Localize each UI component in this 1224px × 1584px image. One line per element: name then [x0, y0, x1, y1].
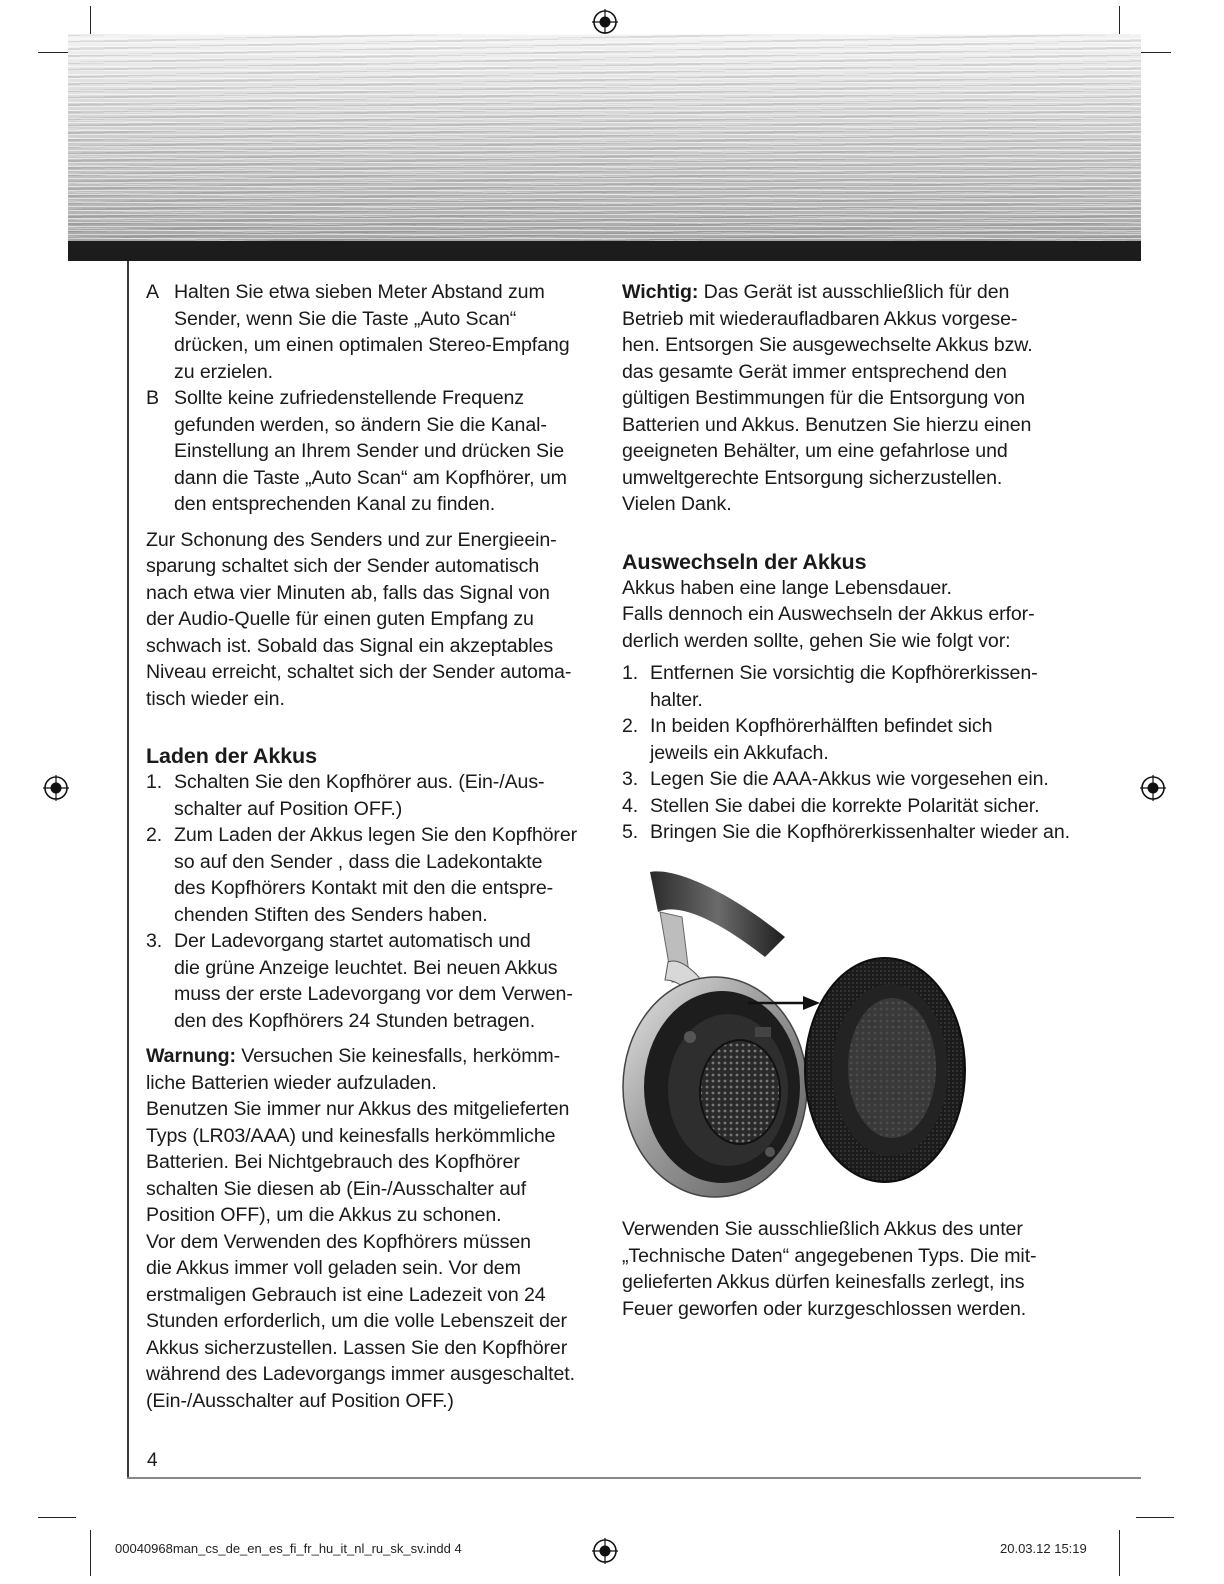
important-paragraph: Wichtig: Das Gerät ist ausschließlich für den Betrieb mit wiederaufladbaren Akkus vorgese- hen. Entsorgen Sie ausgewechselte Akkus bzw. das gesamte Gerät immer entsprechend den gültigen Bestimmungen für die Entsorgung von Batterien und Akkus. Benutzen Sie hierzu einen geeigneten Behälter, um eine gefahrlose und umweltgerechte Entsorgung sicherzustellen. Vielen Dank. — [622, 281, 1033, 515]
warning-label: Warnung: — [146, 1045, 236, 1067]
warning-paragraph: Warnung: Versuchen Sie keinesfalls, herkömm- liche Batterien wieder aufzuladen. Benutzen Sie immer nur Akkus des mitgelieferten Typs (LR03/AAA) und keinesfalls herkömmliche Batterien. Bei Nichtgebrauch des Kopfhörer schalten Sie diesen ab (Ein-/Ausschalter auf Position OFF), um die Akkus zu schonen. Vor dem Verwenden des Kopfhörers müssen die Akkus immer voll geladen sein. Vor dem erstmaligen Gebrauch ist eine Ladezeit von 24 Stunden erforderlich, um die volle Lebenszeit der Akkus sicherzustellen. Lassen Sie den Kopfhörer während des Ladevorgangs immer ausgeschaltet. (Ein-/Ausschalter auf Position OFF.) — [146, 1045, 575, 1412]
bottom-rule — [127, 1477, 1141, 1479]
replace-intro: Akkus haben eine lange Lebensdauer. Falls dennoch ein Auswechseln der Akkus erfor- derlich werden sollte, gehen Sie wie folgt vor: — [622, 576, 1035, 652]
list-item: 3. Legen Sie die AAA-Akkus wie vorgesehen ein. — [622, 768, 1049, 790]
left-margin-rule — [127, 261, 129, 1479]
replace-steps — [622, 660, 1082, 846]
right-column — [622, 279, 1082, 846]
charging-steps — [146, 769, 596, 1034]
list-item: 5. Bringen Sie die Kopfhörerkissenhalter wieder an. — [622, 821, 1070, 843]
crop-mark — [38, 1517, 76, 1518]
transmitter-paragraph: Zur Schonung des Senders und zur Energieein- sparung schaltet sich der Sender automatisch nach etwa vier Minuten ab, falls das Signal von der Audio-Quelle für einen guten Empfang zu schwach ist. Sobald das Signal ein akzeptables Niveau erreicht, schaltet sich der Sender automa- tisch wieder ein. — [146, 528, 572, 710]
crop-mark — [90, 1530, 91, 1576]
list-item: 2. In beiden Kopfhörerhälften befindet sich jeweils ein Akkufach. — [622, 715, 993, 764]
crop-mark — [1141, 52, 1171, 53]
header-bar — [68, 241, 1141, 261]
brushed-metal-header — [68, 34, 1141, 241]
headphone-cushion-photo — [620, 862, 1075, 1202]
list-item: A Halten Sie etwa sieben Meter Abstand zum Sender, wenn Sie die Taste „Auto Scan“ drücken, um einen optimalen Stereo-Empfang zu erzielen. — [146, 281, 570, 383]
list-item: 1. Entfernen Sie vorsichtig die Kopfhörerkissen- halter. — [622, 662, 1038, 711]
crop-mark — [1136, 1517, 1174, 1518]
closing-block — [622, 1216, 1082, 1322]
list-item: 2. Zum Laden der Akkus legen Sie den Kopfhörer so auf den Sender , dass die Ladekontakte des Kopfhörers Kontakt mit den die entspre- chenden Stiften des Senders haben. — [146, 824, 578, 926]
list-item: 4. Stellen Sie dabei die korrekte Polarität sicher. — [622, 794, 1040, 817]
crop-mark — [38, 52, 68, 53]
replace-heading: Auswechseln der Akkus — [622, 549, 867, 574]
registration-mark-icon — [592, 9, 618, 35]
footer-filename: 00040968man_cs_de_en_es_fi_fr_hu_it_nl_ru_sk_sv.indd 4 — [115, 1541, 462, 1556]
important-label: Wichtig: — [622, 281, 699, 303]
footer-timestamp: 20.03.12 15:19 — [1000, 1541, 1087, 1556]
registration-mark-icon — [43, 775, 69, 801]
list-item: 1. Schalten Sie den Kopfhörer aus. (Ein-/Aus- schalter auf Position OFF.) — [146, 771, 545, 820]
registration-mark-icon — [592, 1538, 618, 1564]
crop-mark — [1119, 1530, 1120, 1576]
page-number: 4 — [147, 1450, 158, 1471]
list-item: 3. Der Ladevorgang startet automatisch und die grüne Anzeige leuchtet. Bei neuen Akkus muss der erste Ladevorgang vor dem Verwen- den des Kopfhörers 24 Stunden betragen. — [146, 930, 573, 1032]
charging-heading: Laden der Akkus — [146, 744, 317, 768]
left-column — [146, 279, 596, 1414]
closing-paragraph: Verwenden Sie ausschließlich Akkus des unter „Technische Daten“ angegebenen Typs. Die mit- gelieferten Akkus dürfen keinesfalls zerlegt, ins Feuer geworfen oder kurzgeschlossen werden. — [622, 1218, 1037, 1320]
registration-mark-icon — [1140, 775, 1166, 801]
list-item: B Sollte keine zufriedenstellende Frequenz gefunden werden, so ändern Sie die Kanal- Einstellung an Ihrem Sender und drücken Sie dann die Taste „Auto Scan“ am Kopfhörer, um den entsprechenden Kanal zu finden. — [146, 387, 567, 515]
intro-list — [146, 279, 596, 518]
